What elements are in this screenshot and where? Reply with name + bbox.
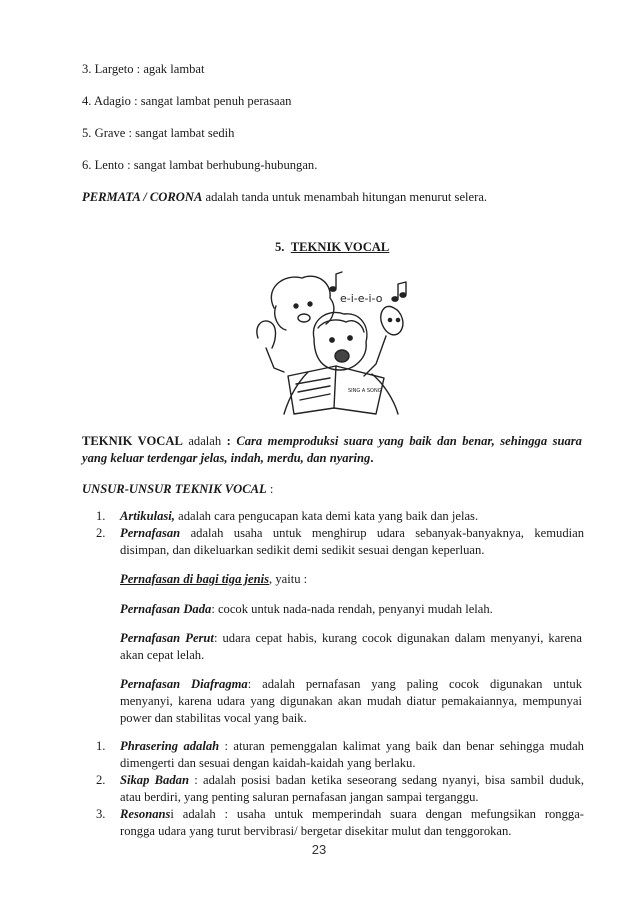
pernafasan-intro-term: Pernafasan di bagi tiga jenis: [120, 572, 270, 586]
sung-text: e-i-e-i-o: [340, 292, 383, 305]
pernafasan-diafragma-text: : adalah pernafasan yang paling cocok digunakan untuk: [247, 677, 582, 691]
permata-text: adalah tanda untuk menambah hitungan menurut selera.: [202, 190, 488, 204]
list-text: adalah : usaha untuk memperindah suara dengan mefungsikan rongga-: [173, 807, 584, 821]
list-item-body-line-1: [120, 738, 584, 754]
list-number: 2.: [96, 526, 106, 540]
pernafasan-perut-text: : udara cepat habis, kurang cocok digunakan dalam menyanyi, karena: [213, 631, 582, 645]
section-number: 5.: [275, 240, 285, 254]
pernafasan-diafragma-line-1: [120, 676, 582, 692]
list-text: : adalah posisi badan ketika seseorang sedang nyanyi, bisa sambil duduk,: [188, 773, 584, 787]
list-number: 1.: [96, 509, 106, 523]
pernafasan-dada-term: Pernafasan Dada: [120, 602, 212, 616]
definition-connector: adalah: [182, 434, 227, 448]
list-text: : aturan pemenggalan kalimat yang baik dan benar sehingga mudah: [219, 739, 584, 753]
pernafasan-perut-line-2: akan cepat lelah.: [120, 648, 205, 662]
tempo-line-lento: 6. Lento : sangat lambat berhubung-hubungan.: [82, 158, 318, 172]
list-text: adalah cara pengucapan kata demi kata yang baik dan jelas.: [174, 509, 479, 523]
list-text: adalah usaha untuk menghirup udara sebanyak-banyaknya, kemudian: [180, 526, 584, 540]
pernafasan-intro-rest: , yaitu :: [269, 572, 308, 586]
section-title: TEKNIK VOCAL: [290, 240, 390, 254]
tempo-line-adagio: 4. Adagio : sangat lambat penuh perasaan: [82, 94, 292, 108]
list-term: Resonans: [120, 807, 171, 821]
tempo-line-grave: 5. Grave : sangat lambat sedih: [82, 126, 235, 140]
pernafasan-diafragma-line-2: menyanyi, karena udara yang digunakan akan mudah diatur pemakaiannya, mempunyai: [120, 694, 582, 708]
definition-term: TEKNIK VOCAL: [82, 434, 183, 448]
book-title: SING A SONG: [348, 388, 382, 394]
children-singing-illustration: [244, 268, 416, 418]
unsur-heading-text: UNSUR-UNSUR TEKNIK VOCAL: [82, 482, 267, 496]
list-term: Phrasering adalah: [120, 739, 220, 753]
pernafasan-dada-text: : cocok untuk nada-nada rendah, penyanyi mudah lelah.: [211, 602, 493, 616]
list-item-body-line-2: rongga udara yang turut bervibrasi/ bergetar disekitar mulut dan tenggorokan.: [120, 824, 512, 838]
unsur-heading-suffix: :: [266, 482, 274, 496]
pernafasan-intro: [120, 571, 582, 587]
list-item-body: [120, 508, 584, 524]
list-number: 1.: [96, 739, 106, 753]
pernafasan-diafragma-line-3: power dan stabilitas vocal yang baik.: [120, 711, 307, 725]
tempo-line-largeto: 3. Largeto : agak lambat: [82, 62, 205, 76]
permata-paragraph: [82, 189, 487, 205]
definition-line-2: [82, 450, 373, 466]
pernafasan-dada: [120, 601, 582, 617]
list-number: 2.: [96, 773, 106, 787]
list-number: 3.: [96, 807, 106, 821]
pernafasan-perut-term: Pernafasan Perut: [120, 631, 214, 645]
list-item-body-line-2: dimengerti dan sesuai dengan kaidah-kaidah yang berlaku.: [120, 756, 416, 770]
list-item-body-line-2: disimpan, dan dikeluarkan sedikit demi sedikit sesuai dengan keperluan.: [120, 543, 485, 557]
list-term-tail: i: [170, 807, 174, 821]
list-term: Pernafasan: [120, 526, 181, 540]
list-term: Artikulasi,: [120, 509, 175, 523]
permata-term: PERMATA / CORONA: [82, 190, 203, 204]
definition-line-1: [82, 433, 582, 449]
pernafasan-diafragma-term: Pernafasan Diafragma: [120, 677, 248, 691]
list-item-body-line-1: [120, 806, 584, 822]
definition-text-2: yang keluar terdengar jelas, indah, merdu, dan nyaring: [82, 451, 371, 465]
section-heading: [275, 239, 389, 255]
list-item-body-line-1: [120, 525, 584, 541]
page-number: 23: [311, 842, 327, 857]
definition-colon: :: [226, 434, 237, 448]
unsur-heading: [82, 481, 273, 497]
definition-end: .: [370, 451, 374, 465]
list-term: Sikap Badan: [120, 773, 189, 787]
list-item-body-line-1: [120, 772, 584, 788]
list-item-body-line-2: atau berdiri, yang penting saluran pernafasan jangan sampai terganggu.: [120, 790, 479, 804]
definition-text-1: Cara memproduksi suara yang baik dan benar, sehingga suara: [236, 434, 582, 448]
pernafasan-perut-line-1: [120, 630, 582, 646]
